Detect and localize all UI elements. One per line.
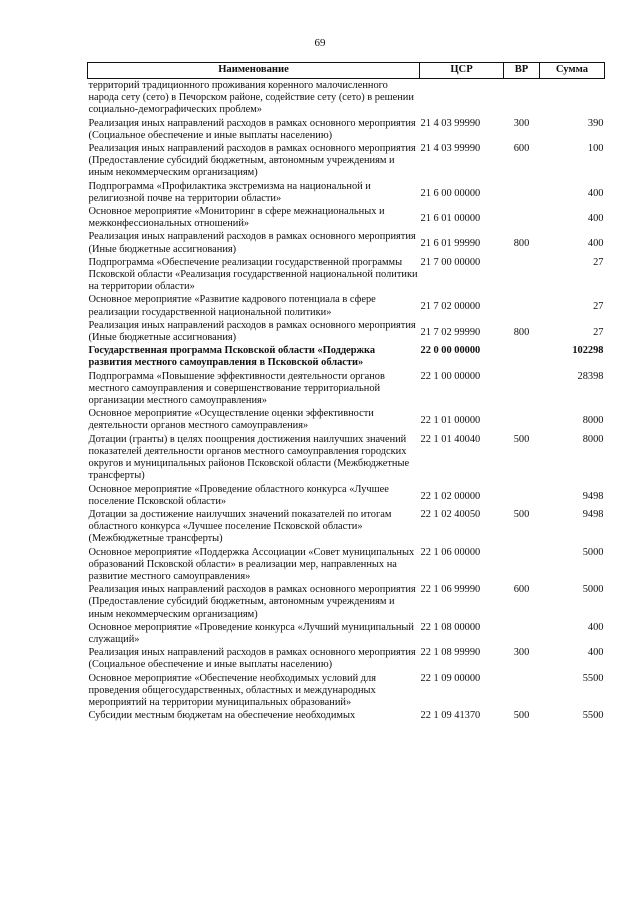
row-name-cell: Основное мероприятие «Поддержка Ассоциации «Совет муниципальных образований Псковской области» в реализации мер, направленных на развитие местного самоуправления» bbox=[88, 546, 415, 582]
row-sum-cell: 5000 bbox=[582, 546, 604, 558]
row-csr-cell: 22 1 02 00000 bbox=[420, 490, 481, 502]
header-name: Наименование bbox=[88, 63, 420, 79]
row-csr-cell bbox=[420, 79, 504, 117]
row-vr-cell bbox=[504, 180, 540, 205]
row-sum-cell: 9498 bbox=[582, 508, 604, 520]
row-csr-cell: 21 6 01 00000 bbox=[420, 213, 481, 225]
row-sum-cell: 400 bbox=[587, 187, 604, 199]
table-row bbox=[88, 583, 605, 621]
row-vr-cell bbox=[504, 483, 540, 508]
row-sum-cell: 28398 bbox=[577, 370, 604, 382]
table-row bbox=[88, 672, 605, 710]
row-vr-cell: 600 bbox=[513, 143, 530, 155]
table-row bbox=[88, 646, 605, 671]
table-row bbox=[88, 508, 605, 546]
table-row bbox=[88, 621, 605, 646]
table-row bbox=[88, 319, 605, 344]
row-name-cell: Субсидии местным бюджетам на обеспечение необходимых bbox=[88, 710, 356, 722]
row-csr-cell: 21 6 01 99990 bbox=[420, 238, 481, 250]
row-sum-cell: 8000 bbox=[582, 433, 604, 445]
row-csr-cell: 21 7 02 99990 bbox=[420, 326, 481, 338]
row-sum-cell: 100 bbox=[587, 143, 604, 155]
row-csr-cell: 22 1 08 99990 bbox=[420, 647, 481, 659]
row-csr-cell: 22 1 02 40050 bbox=[420, 508, 481, 520]
row-vr-cell bbox=[504, 79, 540, 117]
table-row bbox=[88, 293, 605, 318]
row-name-cell: Реализация иных направлений расходов в рамках основного мероприятия (Иные бюджетные ассигнования) bbox=[88, 319, 416, 344]
row-sum-cell: 102298 bbox=[572, 345, 604, 357]
row-csr-cell: 22 1 06 99990 bbox=[420, 584, 481, 596]
row-sum-cell: 400 bbox=[587, 647, 604, 659]
row-sum-cell: 5000 bbox=[582, 584, 604, 596]
row-name-cell: Подпрограмма «Повышение эффективности деятельности органов местного самоуправления и совершенствование территориальной организации местного самоуправления» bbox=[88, 370, 385, 407]
row-vr-cell: 800 bbox=[513, 326, 530, 338]
row-csr-cell: 22 1 06 00000 bbox=[420, 546, 481, 558]
table-row bbox=[88, 230, 605, 255]
row-name-cell: территорий традиционного проживания коренного малочисленного народа сету (сето) в Печорском районе, содействие сету (сето) в решении социально-демографических проблем» bbox=[88, 80, 414, 116]
table-row bbox=[88, 205, 605, 230]
row-sum-cell: 27 bbox=[593, 301, 604, 313]
row-name-cell: Реализация иных направлений расходов в рамках основного мероприятия (Социальное обеспечение и иные выплаты населению) bbox=[88, 647, 416, 671]
row-name-cell: Дотации за достижение наилучших значений показателей по итогам областного конкурса «Лучшее поселение Псковской области» (Межбюджетные трансферты) bbox=[88, 508, 392, 545]
row-vr-cell: 500 bbox=[513, 433, 530, 445]
row-name-cell: Подпрограмма «Профилактика экстремизма на национальной и религиозной почве на территории области» bbox=[88, 180, 371, 204]
header-vr: ВР bbox=[504, 63, 540, 79]
table-row bbox=[88, 709, 605, 722]
row-vr-cell: 300 bbox=[513, 647, 530, 659]
row-vr-cell: 600 bbox=[513, 584, 530, 596]
row-vr-cell bbox=[504, 256, 540, 294]
row-csr-cell: 22 1 09 00000 bbox=[420, 672, 481, 684]
table-row bbox=[88, 117, 605, 142]
row-name-cell: Реализация иных направлений расходов в рамках основного мероприятия (Предоставление субсидий бюджетным, автономным учреждениям и иным некоммерческим организациям) bbox=[88, 143, 416, 179]
row-csr-cell: 22 1 08 00000 bbox=[420, 621, 481, 633]
row-name-cell: Реализация иных направлений расходов в рамках основного мероприятия (Предоставление субсидий бюджетным, автономным учреждениям и иным некоммерческим организациям) bbox=[88, 584, 416, 620]
row-sum-cell: 5500 bbox=[582, 710, 604, 722]
row-name-cell: Подпрограмма «Обеспечение реализации государственной программы Псковской области «Реализация государственной национальной политики на территории области» bbox=[88, 256, 418, 293]
row-sum-cell: 400 bbox=[587, 621, 604, 633]
row-vr-cell bbox=[504, 621, 540, 646]
row-name-cell: Реализация иных направлений расходов в рамках основного мероприятия (Иные бюджетные ассигнования) bbox=[88, 231, 416, 255]
row-vr-cell: 500 bbox=[513, 508, 530, 520]
row-csr-cell: 22 1 09 41370 bbox=[420, 710, 481, 722]
row-csr-cell: 21 4 03 99990 bbox=[420, 143, 481, 155]
row-sum-cell: 390 bbox=[587, 117, 604, 129]
table-row bbox=[88, 79, 605, 117]
row-name-cell: Реализация иных направлений расходов в рамках основного мероприятия (Социальное обеспечение и иные выплаты населению) bbox=[88, 117, 416, 141]
table-body bbox=[88, 79, 605, 723]
table-header-row bbox=[88, 63, 605, 79]
row-vr-cell: 800 bbox=[513, 238, 530, 250]
table-row bbox=[88, 433, 605, 483]
row-name-cell: Основное мероприятие «Мониторинг в сфере межнациональных и межконфессиональных отношений» bbox=[88, 206, 385, 230]
row-sum-cell: 9498 bbox=[582, 490, 604, 502]
row-sum-cell: 27 bbox=[593, 256, 604, 268]
row-csr-cell: 22 1 00 00000 bbox=[420, 370, 481, 382]
row-csr-cell: 21 6 00 00000 bbox=[420, 187, 481, 199]
table-row bbox=[88, 256, 605, 294]
row-name-cell: Основное мероприятие «Обеспечение необходимых условий для проведения общегосударственных, областных и международных мероприятий на территории муниципальных образований» bbox=[88, 672, 376, 708]
table-row bbox=[88, 483, 605, 508]
page-number: 69 bbox=[314, 37, 326, 49]
row-sum-cell: 400 bbox=[587, 238, 604, 250]
table-row bbox=[88, 180, 605, 205]
row-name-cell: Дотации (гранты) в целях поощрения достижения наилучших значений показателей деятельности органов местного самоуправления городских округов и муниципальных районов Псковской области (Межбюджетные трансферты) bbox=[88, 433, 410, 482]
table-row bbox=[88, 142, 605, 180]
row-sum-cell: 5500 bbox=[582, 672, 604, 684]
row-sum-cell: 8000 bbox=[582, 415, 604, 427]
row-vr-cell bbox=[504, 293, 540, 318]
row-name-cell: Государственная программа Псковской области «Поддержка развития местного самоуправления в Псковской области» bbox=[88, 345, 376, 369]
row-vr-cell: 300 bbox=[513, 117, 530, 129]
row-name-cell: Основное мероприятие «Осуществление оценки эффективности деятельности органов местного самоуправления» bbox=[88, 408, 374, 432]
row-sum-cell: 27 bbox=[593, 326, 604, 338]
row-csr-cell: 21 4 03 99990 bbox=[420, 117, 481, 129]
row-vr-cell bbox=[504, 546, 540, 584]
row-csr-cell: 22 1 01 00000 bbox=[420, 415, 481, 427]
row-name-cell: Основное мероприятие «Развитие кадрового потенциала в сфере реализации государственной национальной политики» bbox=[88, 294, 376, 318]
row-name-cell: Основное мероприятие «Проведение областного конкурса «Лучшее поселение Псковской области» bbox=[88, 483, 389, 507]
budget-table bbox=[87, 62, 605, 722]
row-csr-cell: 22 0 00 00000 bbox=[420, 345, 481, 357]
row-vr-cell bbox=[504, 205, 540, 230]
table-row bbox=[88, 370, 605, 408]
row-vr-cell bbox=[504, 370, 540, 408]
row-vr-cell bbox=[504, 407, 540, 432]
header-sum: Сумма bbox=[540, 63, 605, 79]
row-sum-cell bbox=[540, 79, 605, 117]
header-csr: ЦСР bbox=[420, 63, 504, 79]
table-row bbox=[88, 344, 605, 369]
row-vr-cell bbox=[504, 344, 540, 369]
row-csr-cell: 22 1 01 40040 bbox=[420, 433, 481, 445]
row-vr-cell bbox=[504, 672, 540, 710]
row-csr-cell: 21 7 02 00000 bbox=[420, 301, 481, 313]
row-name-cell: Основное мероприятие «Проведение конкурса «Лучший муниципальный служащий» bbox=[88, 621, 414, 645]
row-csr-cell: 21 7 00 00000 bbox=[420, 256, 481, 268]
row-sum-cell: 400 bbox=[587, 213, 604, 225]
table-row bbox=[88, 546, 605, 584]
table-row bbox=[88, 407, 605, 432]
row-vr-cell: 500 bbox=[513, 710, 530, 722]
